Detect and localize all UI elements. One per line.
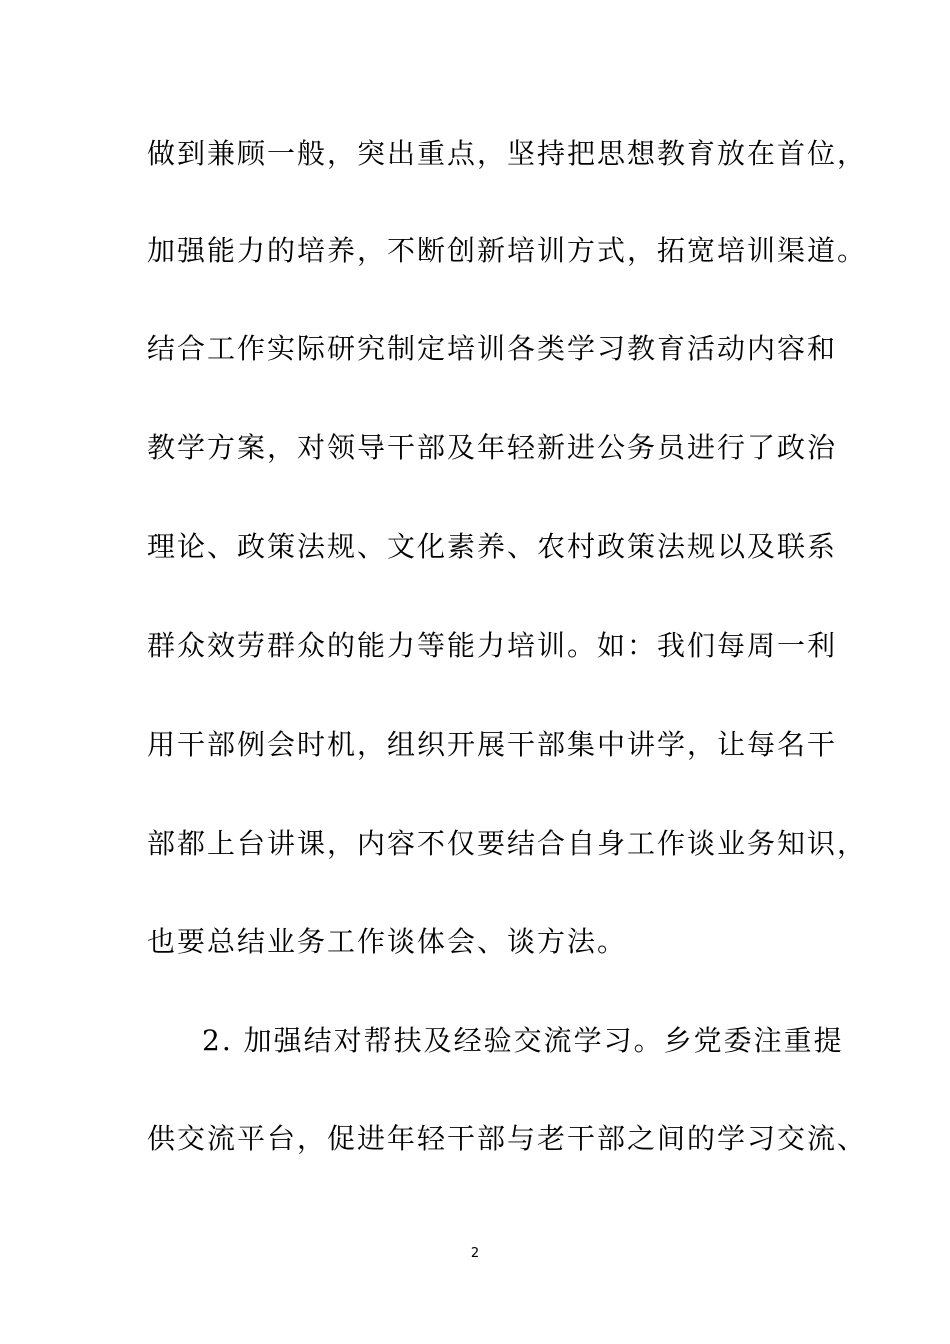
text-line-7: 用干部例会时机，组织开展干部集中讲学，让每名干: [147, 728, 838, 761]
text-line-5: 理论、政策法规、文化素养、农村政策法规以及联系: [147, 530, 838, 563]
text-line-9: 也要总结业务工作谈体会、谈方法。: [147, 925, 628, 958]
text-line-4: 教学方案，对领导干部及年轻新进公务员进行了政治: [147, 431, 838, 464]
text-line-11: 供交流平台，促进年轻干部与老干部之间的学习交流、: [147, 1122, 868, 1155]
page-number: 2: [470, 1246, 480, 1261]
text-line-6: 群众效劳群众的能力等能力培训。如：我们每周一利: [147, 629, 838, 662]
text-line-3: 结合工作实际研究制定培训各类学习教育活动内容和: [147, 332, 838, 365]
text-line-8: 部都上台讲课，内容不仅要结合自身工作谈业务知识，: [147, 827, 868, 860]
text-line-2: 加强能力的培养，不断创新培训方式，拓宽培训渠道。: [147, 234, 868, 267]
text-line-1: 做到兼顾一般，突出重点，坚持把思想教育放在首位，: [147, 137, 868, 170]
text-line-10: 2. 加强结对帮扶及经验交流学习。乡党委注重提: [202, 1024, 844, 1057]
